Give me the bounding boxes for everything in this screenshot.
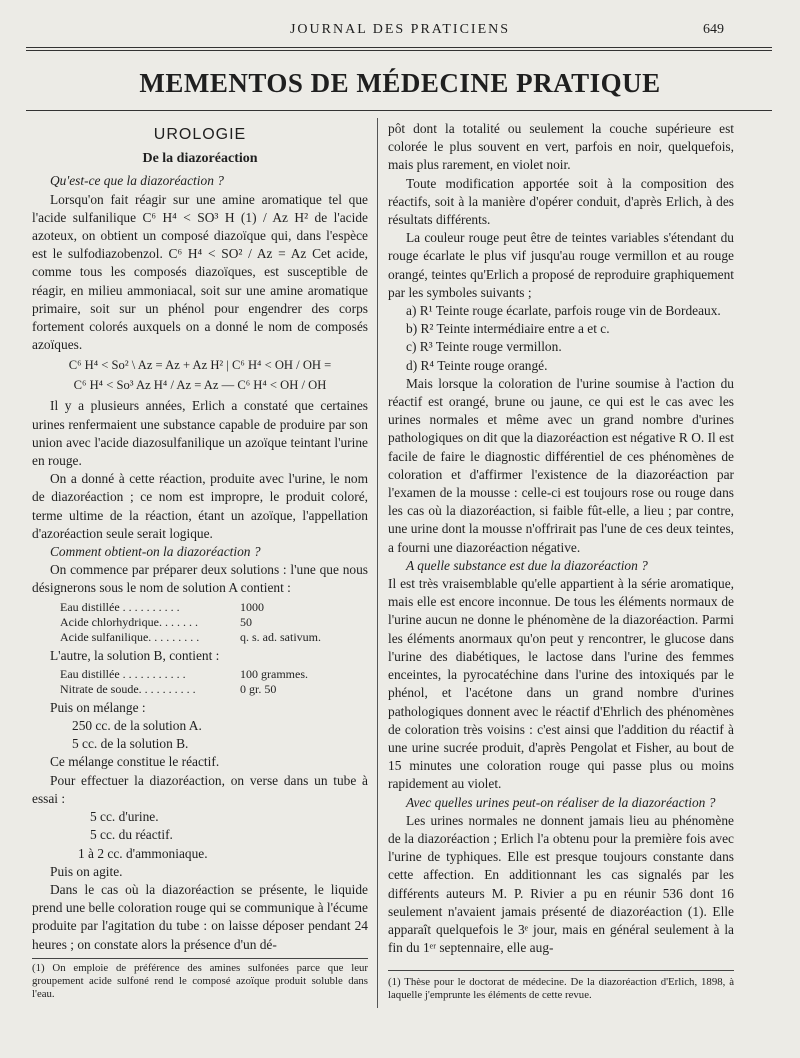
paragraph: Il est très vraisemblable qu'elle appartient à la série aromatique, mais elle est encore inconnue. De tous les éléments normaux de l'urine aucun ne donne le phénomène de la diazoréaction. Parmi les éléments anormaux qu'on peut y rencontrer, le glucose dans l'urine des diabétiques, le lactose dans l'urine des femmes enceintes, la pyrocatéchine dans l'urine des intoxiqués par le phénol, et l'acétone dans un grand nombre d'urines pathologiques donnent avec le réactif d'Ehrlich des phénomènes de coloration très voisins : c'est ainsi que l'addition du réactif à une urine sucrée produit, d'après Pengolat et Fisher, au bout de 15 minutes une coloration rouge qui passe plus ou moins rapidement au violet. bbox=[388, 576, 734, 792]
footnote-left: (1) On emploie de préférence des amines sulfonées parce que leur groupement acide sulfoné rend le composé azoïque produit soluble dans l'eau. bbox=[32, 962, 368, 1000]
header-rule-2 bbox=[26, 50, 772, 51]
list-item: c) R³ Teinte rouge vermillon. bbox=[406, 339, 562, 355]
running-header bbox=[0, 22, 800, 44]
paragraph: Il y a plusieurs années, Erlich a constaté que certaines urines renfermaient une substance capable de produire par son union avec l'acide diazosulfanilique un azoïque teintant l'urine en rouge. bbox=[32, 398, 368, 469]
list-item: d) R⁴ Teinte rouge orangé. bbox=[406, 357, 548, 373]
solution-b-recipe bbox=[32, 667, 368, 697]
mix-line: 250 cc. de la solution A. bbox=[72, 718, 202, 734]
paragraph: pôt dont la totalité ou seulement la couche supérieure est colorée le plus souvent en vert, parfois en noir, quelquefois, mais plus rarement, en violet noir. bbox=[388, 121, 734, 173]
question-heading: Qu'est-ce que la diazoréaction ? bbox=[50, 173, 224, 189]
paragraph: On commence par préparer deux solutions : l'une que nous désignerons sous le nom de solution A contient : bbox=[32, 562, 368, 596]
tube-line: 5 cc. du réactif. bbox=[90, 827, 173, 843]
question-heading: Comment obtient-on la diazoréaction ? bbox=[50, 544, 261, 560]
recipe-line: Eau distillée . . . . . . . . . . 1000 bbox=[60, 599, 264, 614]
paragraph: L'autre, la solution B, contient : bbox=[50, 647, 220, 663]
paragraph: Lorsqu'on fait réagir sur une amine aromatique tel que l'acide sulfanilique C⁶ H⁴ < SO³ H (1) / Az H² de l'acide azoteux, on obtient un composé diazoïque qui, dans l'espèce est le sulfodiazobenzol. C⁶ H⁴ < SO² / Az = Az Cet acide, comme tous les composés diazoïques, est susceptible de réagir, en milieu ammoniacal, soit sur une amine aromatique primaire, soit sur un phénol pour engendrer des corps fortement colorés auxquels on a donné le nom de composés azoïques. bbox=[32, 191, 368, 353]
paragraph: Dans le cas où la diazoréaction se présente, le liquide prend une belle coloration rouge qui se communique à l'écume produite par l'agitation du tube : on laisse déposer pendant 24 heures ; on constate alors la présence d'un dé- bbox=[32, 881, 368, 952]
paragraph: On a donné à cette réaction, produite avec l'urine, le nom de diazoréaction ; ce nom est impropre, le produit coloré, terme ultime de la réaction, étant un azoïque, l'appellation d'azoréaction seule serait logique. bbox=[32, 471, 368, 541]
journal-name: JOURNAL DES PRATICIENS bbox=[289, 22, 511, 37]
question-heading: Avec quelles urines peut-on réaliser de la diazoréaction ? bbox=[406, 794, 716, 810]
paragraph: Toute modification apportée soit à la composition des réactifs, soit à la manière d'opérer conduit, d'après Erlich, à des résultats différents. bbox=[388, 175, 734, 228]
footnote-rule bbox=[388, 970, 734, 971]
subsection-heading: De la diazoréaction bbox=[142, 151, 258, 167]
page-number: 649 bbox=[703, 22, 724, 37]
left-column bbox=[32, 120, 368, 954]
tube-line: 1 à 2 cc. d'ammoniaque. bbox=[78, 845, 208, 861]
paragraph: Puis on agite. bbox=[50, 863, 123, 879]
recipe-line: Eau distillée . . . . . . . . . . . 100 grammes. bbox=[60, 666, 308, 681]
paragraph: Pour effectuer la diazoréaction, on verse dans un tube à essai : bbox=[32, 772, 368, 806]
tube-line: 5 cc. d'urine. bbox=[90, 809, 159, 825]
chemical-formula: C⁶ H⁴ < So² \ Az = Az + Az H² | C⁶ H⁴ < OH / OH = bbox=[68, 358, 332, 373]
page-title: MEMENTOS DE MÉDECINE PRATIQUE bbox=[139, 68, 661, 98]
recipe-line: Nitrate de soude. . . . . . . . . . 0 gr. 50 bbox=[60, 681, 277, 696]
paragraph: Ce mélange constitue le réactif. bbox=[50, 754, 220, 770]
paragraph: Puis on mélange : bbox=[50, 699, 146, 715]
chemical-formula: C⁶ H⁴ < So³ Az H⁴ / Az = Az — C⁶ H⁴ < OH / OH bbox=[73, 378, 327, 393]
recipe-line: Acide sulfanilique. . . . . . . . . q. s. ad. sativum. bbox=[60, 629, 321, 644]
footnote-right: (1) Thèse pour le doctorat de médecine. De la diazoréaction d'Erlich, 1898, à laquelle j'emprunte les éléments de cette revue. bbox=[388, 976, 734, 1001]
mix-line: 5 cc. de la solution B. bbox=[72, 736, 189, 752]
question-heading: A quelle substance est due la diazoréaction ? bbox=[406, 557, 648, 573]
footnote-rule bbox=[32, 958, 368, 959]
list-item: b) R² Teinte intermédiaire entre a et c. bbox=[406, 321, 610, 337]
section-heading: UROLOGIE bbox=[153, 126, 247, 143]
column-divider bbox=[377, 118, 378, 1008]
title-rule bbox=[26, 110, 772, 111]
paragraph: Mais lorsque la coloration de l'urine soumise à l'action du réactif est orangé, brune ou jaune, ce qui est le cas avec les urines normales et même avec un grand nombre d'urines pathologiques on dit que la diazoréaction est négative R O. Il est facile de faire le diagnostic différentiel de ces phénomènes de coloration et d'affirmer l'existence de la diazoréaction par l'examen de la mousse : celle-ci est toujours rose ou rouge dans les cas où la diazoréaction, si faible fût-elle, a lieu ; par contre, une urine dont la mousse n'offrirait pas l'une de ces deux teintes, a fourni une diazoréaction négative. bbox=[388, 375, 734, 555]
recipe-line: Acide chlorhydrique. . . . . . . 50 bbox=[60, 614, 252, 629]
paragraph: La couleur rouge peut être de teintes variables s'étendant du rouge écarlate le plus vif jusqu'au rouge vermillon et au rouge orangé, teintes qu'Erlich a proposé de reproduire graphiquement par les symboles suivants ; bbox=[388, 230, 734, 300]
right-column bbox=[388, 120, 734, 957]
list-item: a) R¹ Teinte rouge écarlate, parfois rouge vin de Bordeaux. bbox=[406, 303, 721, 319]
solution-a-recipe bbox=[32, 600, 368, 645]
header-rule bbox=[26, 47, 772, 48]
paragraph: Les urines normales ne donnent jamais lieu au phénomène de la diazoréaction ; Erlich l'a obtenu pour la première fois avec l'urine de typhiques. Elle est presque toujours constante dans cette affection. En additionnant les cas signalés par les différents auteurs M. P. Rivier a pu en réunir 536 dont 16 seulement n'avaient jamais présenté de diazoréaction (1). Elle apparaît quelquefois le 3ᵉ jour, mais en général seulement à la fin du 1ᵉʳ septennaire, elle aug- bbox=[388, 812, 734, 956]
